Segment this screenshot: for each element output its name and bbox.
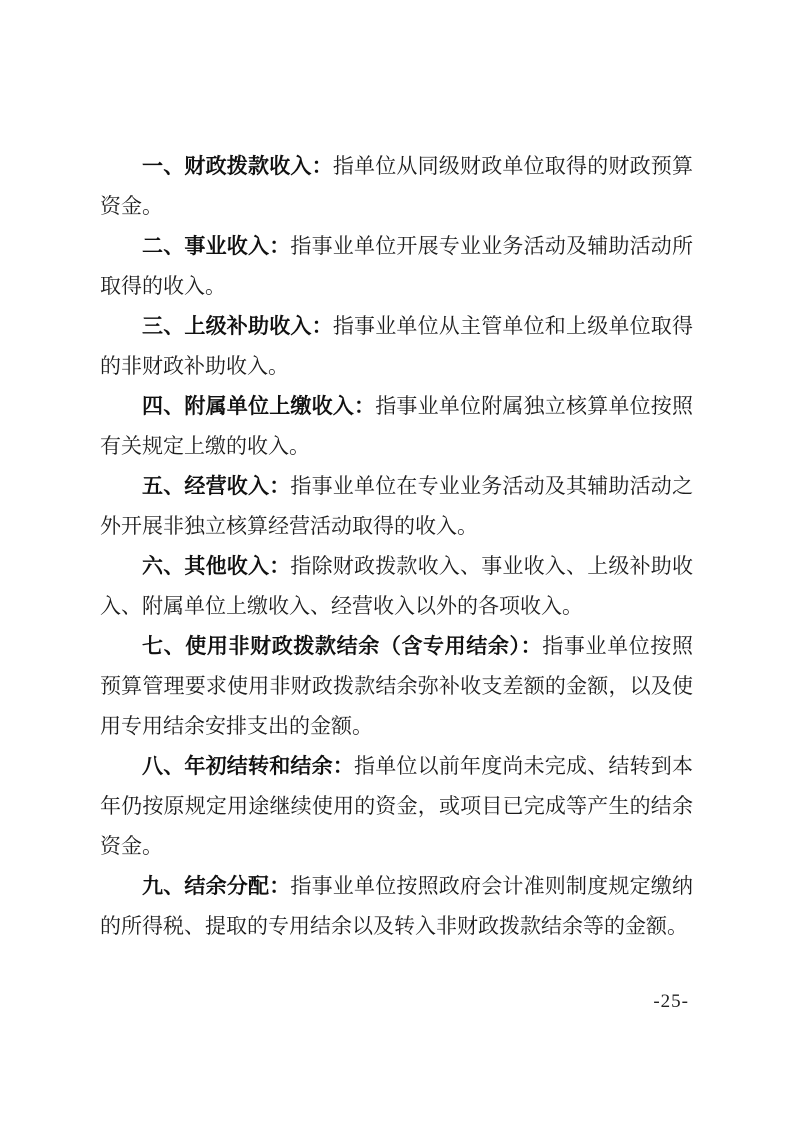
definition-paragraph-1 xyxy=(100,146,693,226)
definition-text-2: 指事业单位开展专业业务活动及辅助活动所取得的收入。 xyxy=(100,234,694,298)
definition-paragraph-7 xyxy=(100,626,693,746)
definition-paragraph-9 xyxy=(100,866,693,946)
term-label-2: 二、事业收入： xyxy=(142,234,291,258)
definition-text-7: 指事业单位按照预算管理要求使用非财政拨款结余弥补收支差额的金额，以及使用专用结余安排支出的金额。 xyxy=(100,634,694,738)
page-number: -25- xyxy=(653,991,689,1012)
definition-paragraph-5 xyxy=(100,466,693,546)
term-label-4: 四、附属单位上缴收入： xyxy=(142,394,376,418)
term-label-7: 七、使用非财政拨款结余（含专用结余）： xyxy=(142,634,543,658)
term-label-3: 三、上级补助收入： xyxy=(142,314,333,338)
definition-text-4: 指事业单位附属独立核算单位按照有关规定上缴的收入。 xyxy=(100,394,694,458)
definition-paragraph-2 xyxy=(100,226,693,306)
term-label-6: 六、其他收入： xyxy=(142,554,291,578)
term-label-8: 八、年初结转和结余： xyxy=(142,754,354,778)
term-label-1: 一、财政拨款收入： xyxy=(142,154,333,178)
term-label-9: 九、结余分配： xyxy=(142,874,291,898)
definition-text-3: 指事业单位从主管单位和上级单位取得的非财政补助收入。 xyxy=(100,314,694,378)
definition-text-6: 指除财政拨款收入、事业收入、上级补助收入、附属单位上缴收入、经营收入以外的各项收入。 xyxy=(100,554,694,618)
definition-text-5: 指事业单位在专业业务活动及其辅助活动之外开展非独立核算经营活动取得的收入。 xyxy=(100,474,694,538)
definition-text-1: 指单位从同级财政单位取得的财政预算资金。 xyxy=(100,154,694,218)
definition-paragraph-6 xyxy=(100,546,693,626)
definition-text-9: 指事业单位按照政府会计准则制度规定缴纳的所得税、提取的专用结余以及转入非财政拨款结余等的金额。 xyxy=(100,874,694,938)
definition-paragraph-4 xyxy=(100,386,693,466)
definition-text-8: 指单位以前年度尚未完成、结转到本年仍按原规定用途继续使用的资金，或项目已完成等产生的结余资金。 xyxy=(100,754,693,858)
term-label-5: 五、经营收入： xyxy=(142,474,291,498)
glossary-text-block xyxy=(100,146,693,946)
definition-paragraph-8 xyxy=(100,746,693,866)
definition-paragraph-3 xyxy=(100,306,693,386)
